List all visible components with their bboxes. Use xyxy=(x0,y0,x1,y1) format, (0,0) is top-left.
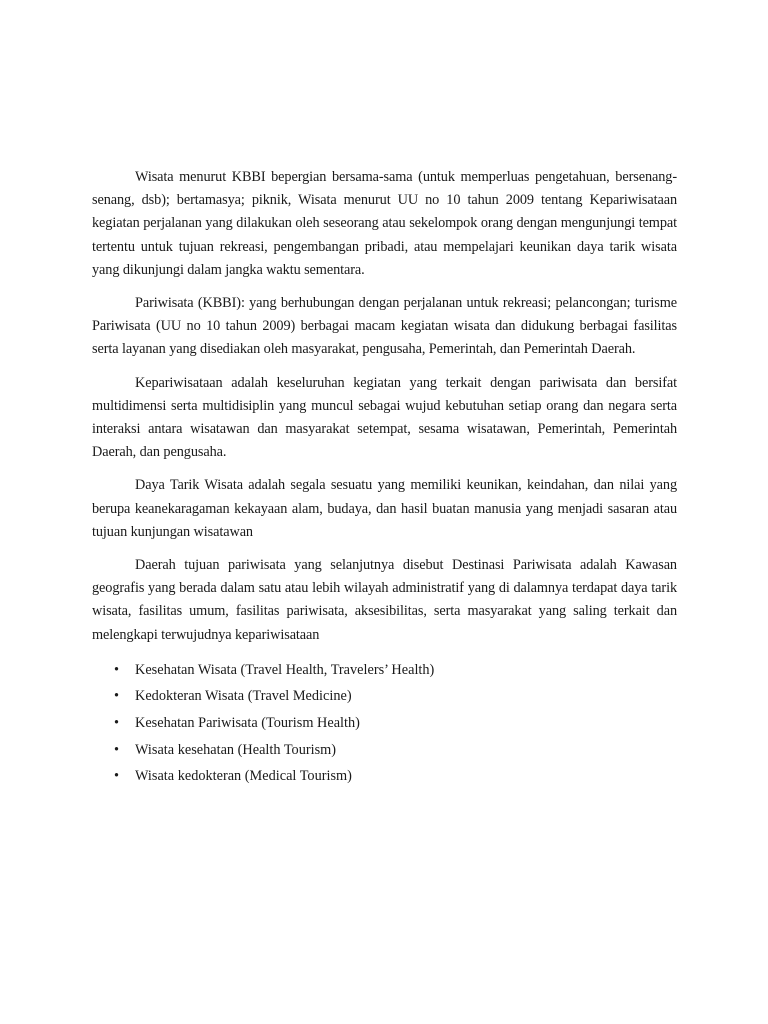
paragraph-kepariwisataan: Kepariwisataan adalah keseluruhan kegiatan yang terkait dengan pariwisata dan bersifat multidimensi serta multidisiplin yang muncul sebagai wujud kebutuhan setiap orang dan negara serta interaksi antara wisatawan dan masyarakat setempat, sesama wisatawan, Pemerintah, Pemerintah Daerah, dan pengusaha. xyxy=(92,374,677,461)
bullet-icon: • xyxy=(114,768,120,785)
list-item xyxy=(92,710,677,737)
bullet-icon: • xyxy=(114,688,120,705)
list-item xyxy=(92,657,677,684)
list-item-text: Kedokteran Wisata (Travel Medicine) xyxy=(135,688,352,705)
paragraph-daya-tarik-wisata: Daya Tarik Wisata adalah segala sesuatu yang memiliki keunikan, keindahan, dan nilai yang berupa keanekaragaman kekayaan alam, budaya, dan hasil buatan manusia yang menjadi sasaran atau tujuan kunjungan wisatawan xyxy=(92,477,677,540)
bullet-list xyxy=(92,657,677,790)
list-item xyxy=(92,737,677,764)
list-item-text: Wisata kedokteran (Medical Tourism) xyxy=(135,768,352,785)
list-item-text: Kesehatan Wisata (Travel Health, Travelers’ Health) xyxy=(135,661,435,678)
bullet-icon: • xyxy=(114,661,120,678)
bullet-icon: • xyxy=(114,741,120,758)
list-item xyxy=(92,683,677,710)
list-item-text: Wisata kesehatan (Health Tourism) xyxy=(135,741,337,758)
paragraph-destinasi-pariwisata: Daerah tujuan pariwisata yang selanjutnya disebut Destinasi Pariwisata adalah Kawasan geografis yang berada dalam satu atau lebih wilayah administratif yang di dalamnya terdapat daya tarik wisata, fasilitas umum, fasilitas pariwisata, aksesibilitas, serta masyarakat yang saling terkait dan melengkapi terwujudnya kepariwisataan xyxy=(92,557,677,643)
paragraph-wisata: Wisata menurut KBBI bepergian bersama-sama (untuk memperluas pengetahuan, bersenang-senang, dsb); bertamasya; piknik, Wisata menurut UU no 10 tahun 2009 tentang Kepariwisataan kegiatan perjalanan yang dilakukan oleh seseorang atau sekelompok orang dengan mengunjungi tempat tertentu untuk tujuan rekreasi, pengembangan pribadi, atau mempelajari keunikan daya tarik wisata yang dikunjungi dalam jangka waktu sementara. xyxy=(92,169,677,278)
list-item-text: Kesehatan Pariwisata (Tourism Health) xyxy=(135,715,360,732)
list-item xyxy=(92,763,677,790)
document-body xyxy=(92,166,677,790)
paragraph-pariwisata: Pariwisata (KBBI): yang berhubungan dengan perjalanan untuk rekreasi; pelancongan; turisme Pariwisata (UU no 10 tahun 2009) berbagai macam kegiatan wisata dan didukung berbagai fasilitas serta layanan yang disediakan oleh masyarakat, pengusaha, Pemerintah, dan Pemerintah Daerah. xyxy=(92,295,677,358)
bullet-icon: • xyxy=(114,715,120,732)
